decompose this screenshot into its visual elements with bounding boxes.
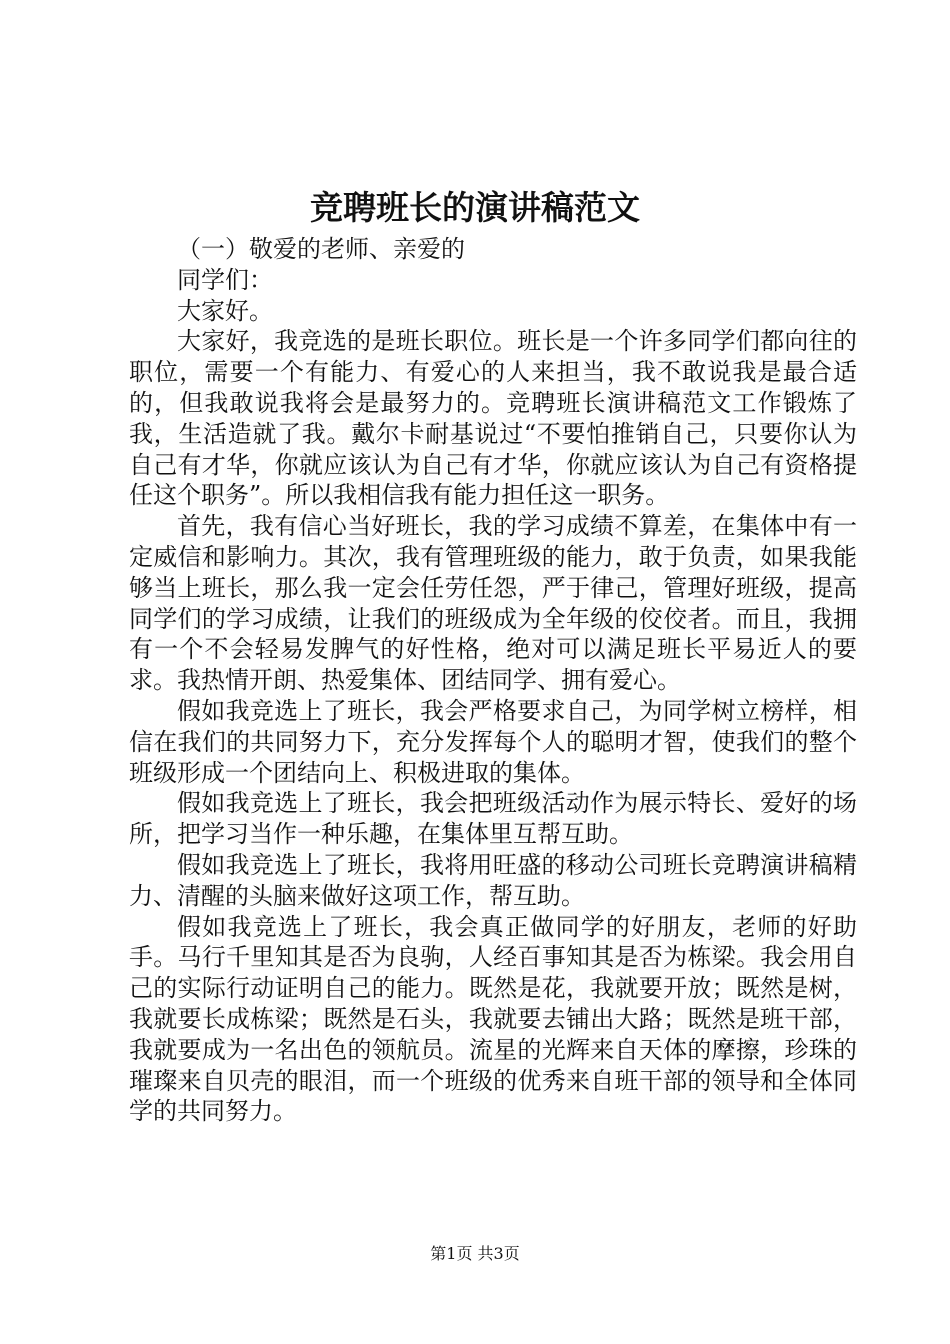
paragraph-qualifications: 首先，我有信心当好班长，我的学习成绩不算差，在集体中有一定威信和影响力。其次，我有管理班级的能力，敢于负责，如果我能够当上班长，那么我一定会任劳任怨，严于律己，管理好班级，提高同学们的学习成绩，让我们的班级成为全年级的佼佼者。而且，我拥有一个不会轻易发脾气的好性格，绝对可以满足班长平易近人的要求。我热情开朗、热爱集体、团结同学、拥有爱心。 bbox=[129, 512, 857, 695]
paragraph-pledge-4: 假如我竞选上了班长，我会真正做同学的好朋友，老师的好助手。马行千里知其是否为良驹，人经百事知其是否为栋梁。我会用自己的实际行动证明自己的能力。既然是花，我就要开放；既然是树，我就要长成栋梁；既然是石头，我就要去铺出大路；既然是班干部，我就要成为一名出色的领航员。流星的光辉来自天体的摩擦，珍珠的璀璨来自贝壳的眼泪，而一个班级的优秀来自班干部的领导和全体同学的共同努力。 bbox=[129, 912, 857, 1126]
paragraph-pledge-1: 假如我竞选上了班长，我会严格要求自己，为同学树立榜样，相信在我们的共同努力下，充分发挥每个人的聪明才智，使我们的整个班级形成一个团结向上、积极进取的集体。 bbox=[129, 696, 857, 787]
paragraph-hello: 大家好。 bbox=[177, 296, 273, 325]
paragraph-greeting-cont: 同学们： bbox=[177, 265, 273, 294]
paragraph-intro: 大家好，我竞选的是班长职位。班长是一个许多同学们都向往的职位，需要一个有能力、有爱心的人来担当，我不敢说我是最合适的，但我敢说我将会是最努力的。竞聘班长演讲稿范文工作锻炼了我，生活造就了我。戴尔卡耐基说过“不要怕推销自己，只要你认为自己有才华，你就应该认为自己有才华，你就应该认为自己有资格提任这个职务”。所以我相信我有能力担任这一职务。 bbox=[129, 327, 857, 510]
paragraph-pledge-3: 假如我竞选上了班长，我将用旺盛的移动公司班长竞聘演讲稿精力、清醒的头脑来做好这项工作，帮互助。 bbox=[129, 850, 857, 910]
document-title: 竞聘班长的演讲稿范文 bbox=[310, 188, 640, 227]
page-number: 第1页 共3页 bbox=[430, 1244, 520, 1263]
paragraph-pledge-2: 假如我竞选上了班长，我会把班级活动作为展示特长、爱好的场所，把学习当作一种乐趣，在集体里互帮互助。 bbox=[129, 789, 857, 849]
document-body bbox=[129, 234, 857, 1127]
paragraph-greeting: （一）敬爱的老师、亲爱的 bbox=[177, 235, 465, 263]
